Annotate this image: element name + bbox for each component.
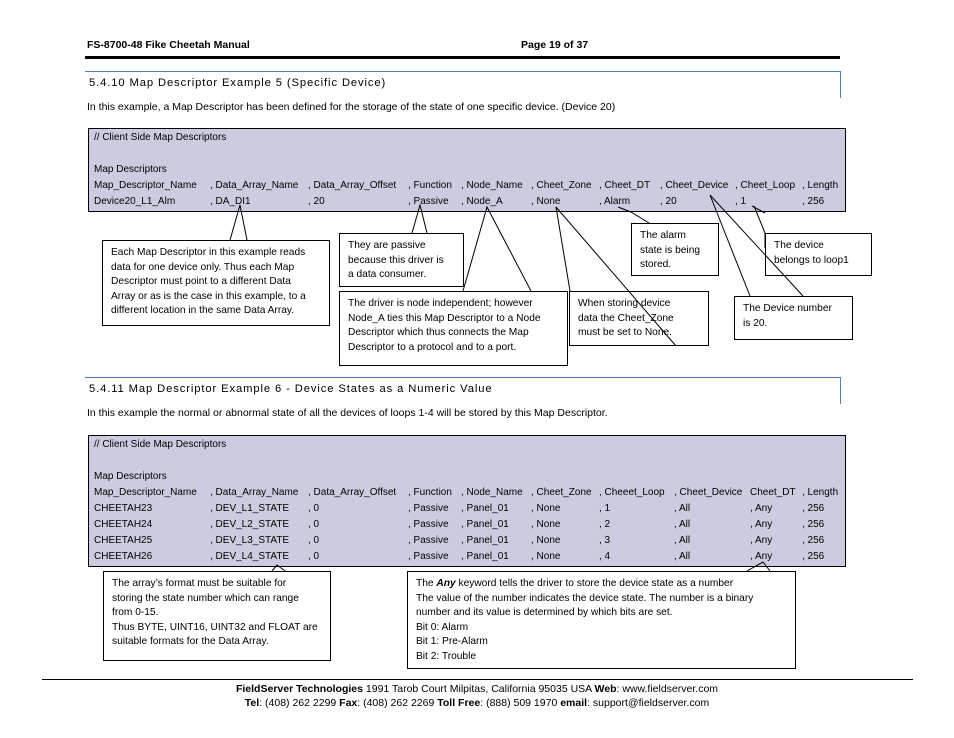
callout-line: stored. [640,259,672,271]
code-cell: CHEETAH23 [94,503,153,514]
code-cell: , 0 [308,519,320,530]
callout-line: number and its value is determined by which bits are set. [416,607,673,619]
code-cell: , 256 [802,519,825,530]
callout-alarm-state [631,223,719,276]
callout-line: must be set to None. [578,327,673,339]
callout-line: They are passive [348,240,426,251]
callout-line: The Device number [743,303,832,314]
code-cell: , 20 [308,196,325,207]
callout-line: The array’s format must be suitable for [112,578,287,589]
callout-line: because this driver is [348,254,444,266]
code-cell: , Data_Array_Offset [308,180,397,191]
code-cell: , Passive [408,535,449,546]
code-data-row [94,501,845,517]
code-cell: , Cheet_Device [660,180,729,191]
code-cell: , Data_Array_Name [210,487,299,498]
footer-tel-label: Tel [244,697,260,709]
code-cell: , Cheet_Zone [531,180,592,191]
code-cell: , Any [750,503,773,514]
callout-line: state is being [640,244,701,256]
code-cell: , Passive [408,196,449,207]
code-cell: CHEETAH26 [94,551,153,562]
callout-line: suitable formats for the Data Array. [112,636,269,648]
any-details [416,592,787,665]
footer-address: 1991 Tarob Court Milpitas, California 95035 USA [362,683,595,695]
code-cell: , 2 [599,519,611,530]
any-keyword: Any [436,578,456,589]
code-cell: , Node_A [461,196,503,207]
code-cell: , Passive [408,551,449,562]
callout-line: Descriptor which thus connects the Map [348,327,529,339]
code-cell: CHEETAH24 [94,519,153,530]
code-data-row [94,194,845,210]
code-cell: , 256 [802,535,825,546]
code-cell: , DEV_L2_STATE [210,519,290,530]
code-cell: , Node_Name [461,487,523,498]
header-rule [85,56,840,59]
callout-line: different location in the same Data Array. [111,305,295,317]
page-number: Page 19 of 37 [521,39,589,51]
code-block-example-5 [88,128,846,212]
code-comment: // Client Side Map Descriptors [94,132,227,143]
code-data-row [94,517,845,533]
callout-line: is 20. [743,317,768,329]
footer-tollfree: : (888) 509 1970 [480,697,561,709]
code-cell: , 3 [599,535,611,546]
code-cell: , Passive [408,519,449,530]
code-cell: , 0 [308,551,320,562]
code-cell: , Cheet_Device [674,487,743,498]
code-data-row [94,533,845,549]
footer-web: : www.fieldserver.com [616,683,719,695]
code-cell: , Any [750,551,773,562]
section-title: 5.4.11 Map Descriptor Example 6 - Device States as a Numeric Value [89,383,493,395]
code-cell: , Cheet_Zone [531,487,592,498]
section-intro: In this example the normal or abnormal state of all the devices of loops 1-4 will be stored by this Map Descriptor. [87,407,608,419]
connector-loop [754,206,765,248]
section-intro: In this example, a Map Descriptor has been defined for the storage of the state of one specific device. (Device 20) [87,101,616,113]
code-cell: , Data_Array_Offset [308,487,397,498]
code-cell: , 1 [599,503,611,514]
callout-cheet-zone [569,291,709,346]
code-cell: , 0 [308,535,320,546]
callout-device-number [734,296,853,340]
code-cell: Device20_L1_Alm [94,196,176,207]
callout-line: belongs to loop1 [774,254,849,266]
section-heading-example-5 [85,71,841,98]
callout-array-format [103,571,331,661]
callout-each-map-descriptor [102,240,330,326]
code-cell: , Panel_01 [461,551,509,562]
callout-line: Bit 2: Trouble [416,650,477,662]
footer-rule [42,679,913,680]
footer-tel: : (408) 262 2299 [259,697,340,709]
callout-any-keyword [407,571,796,669]
callout-line: Node_A ties this Map Descriptor to a Node [348,312,541,324]
code-block-example-6 [88,435,846,567]
code-cell: , All [674,503,691,514]
code-cell: , None [531,551,561,562]
callout-line: Thus BYTE, UINT16, UINT32 and FLOAT are [112,621,318,633]
code-cell: , 1 [735,196,747,207]
code-cell: Cheet_DT [750,487,796,498]
callout-line: The driver is node independent; however [348,298,533,309]
section-heading-example-6 [85,377,841,404]
code-cell: , 20 [660,196,677,207]
code-header-row [94,178,845,194]
code-cell: , Passive [408,503,449,514]
code-header-row [94,485,845,501]
code-comment: // Client Side Map Descriptors [94,439,227,450]
code-cell: Map_Descriptor_Name [94,180,197,191]
any-first-line [416,577,787,592]
code-cell: , 256 [802,503,825,514]
footer-fax-label: Fax [339,697,358,709]
code-cell: , Panel_01 [461,519,509,530]
code-cell: , All [674,535,691,546]
code-cell: , None [531,519,561,530]
code-cell: , Cheet_Loop [735,180,796,191]
code-cell: , Cheeet_Loop [599,487,665,498]
code-cell: , Function [408,487,452,498]
callout-passive [339,233,464,287]
code-cell: , DEV_L4_STATE [210,551,290,562]
code-cell: , Data_Array_Name [210,180,299,191]
connector-node [463,207,531,291]
code-cell: , All [674,551,691,562]
code-cell: , DA_DI1 [210,196,251,207]
footer-line-1 [0,683,954,695]
footer-email: : support@fieldserver.com [587,697,710,709]
callout-line: Array or as is the case in this example, to a [111,290,306,302]
footer-company: FieldServer Technologies [235,683,363,695]
code-cell: , 0 [308,503,320,514]
code-cell: , All [674,519,691,530]
footer-email-label: email [560,697,588,709]
callout-line: The alarm [640,230,686,241]
section-title: 5.4.10 Map Descriptor Example 5 (Specific Device) [89,77,387,89]
callout-loop [765,233,872,276]
code-cell: , None [531,503,561,514]
callout-line: Descriptor must point to a different Data [111,276,291,288]
code-cell: , Length [802,180,839,191]
code-cell: , Function [408,180,452,191]
code-data-row [94,549,845,565]
code-cell: , DEV_L1_STATE [210,503,290,514]
callout-line: Each Map Descriptor in this example reads [111,247,306,258]
code-cell: CHEETAH25 [94,535,153,546]
callout-line: The value of the number indicates the device state. The number is a binary [416,592,754,604]
callout-line: a data consumer. [348,269,427,281]
callout-line: Bit 0: Alarm [416,621,469,633]
callout-line: data for one device only. Thus each Map [111,261,295,273]
callout-line: from 0-15. [112,607,159,619]
code-cell: , None [531,196,561,207]
code-cell: , None [531,535,561,546]
code-cell: , Any [750,535,773,546]
footer-line-2 [0,697,954,709]
callout-line: Bit 1: Pre-Alarm [416,636,488,648]
callout-node-independent [339,291,568,366]
callout-line: When storing device [578,298,671,309]
document-title: FS-8700-48 Fike Cheetah Manual [87,39,250,51]
code-cell: , Cheet_DT [599,180,651,191]
footer-web-label: Web [594,683,617,695]
callout-line: storing the state number which can range [112,592,299,604]
connector-zone-a [556,207,570,291]
code-cell: , 256 [802,196,825,207]
footer-tollfree-label: Toll Free [437,697,481,709]
any-suffix: keyword tells the driver to store the device state as a number [455,578,734,589]
code-cell: , Length [802,487,839,498]
code-cell: , Panel_01 [461,535,509,546]
code-cell: , 256 [802,551,825,562]
code-cell: , Any [750,519,773,530]
callout-line: data the Cheet_Zone [578,312,674,324]
code-cell: , Node_Name [461,180,523,191]
code-label: Map Descriptors [94,164,167,175]
code-cell: Map_Descriptor_Name [94,487,197,498]
code-cell: , Alarm [599,196,631,207]
footer-fax: : (408) 262 2269 [357,697,438,709]
code-cell: , DEV_L3_STATE [210,535,290,546]
callout-line: Descriptor to a protocol and to a port. [348,341,517,353]
callout-line: The device [774,240,824,251]
any-prefix: The [416,578,437,589]
code-label: Map Descriptors [94,471,167,482]
code-cell: , 4 [599,551,611,562]
code-cell: , Panel_01 [461,503,509,514]
